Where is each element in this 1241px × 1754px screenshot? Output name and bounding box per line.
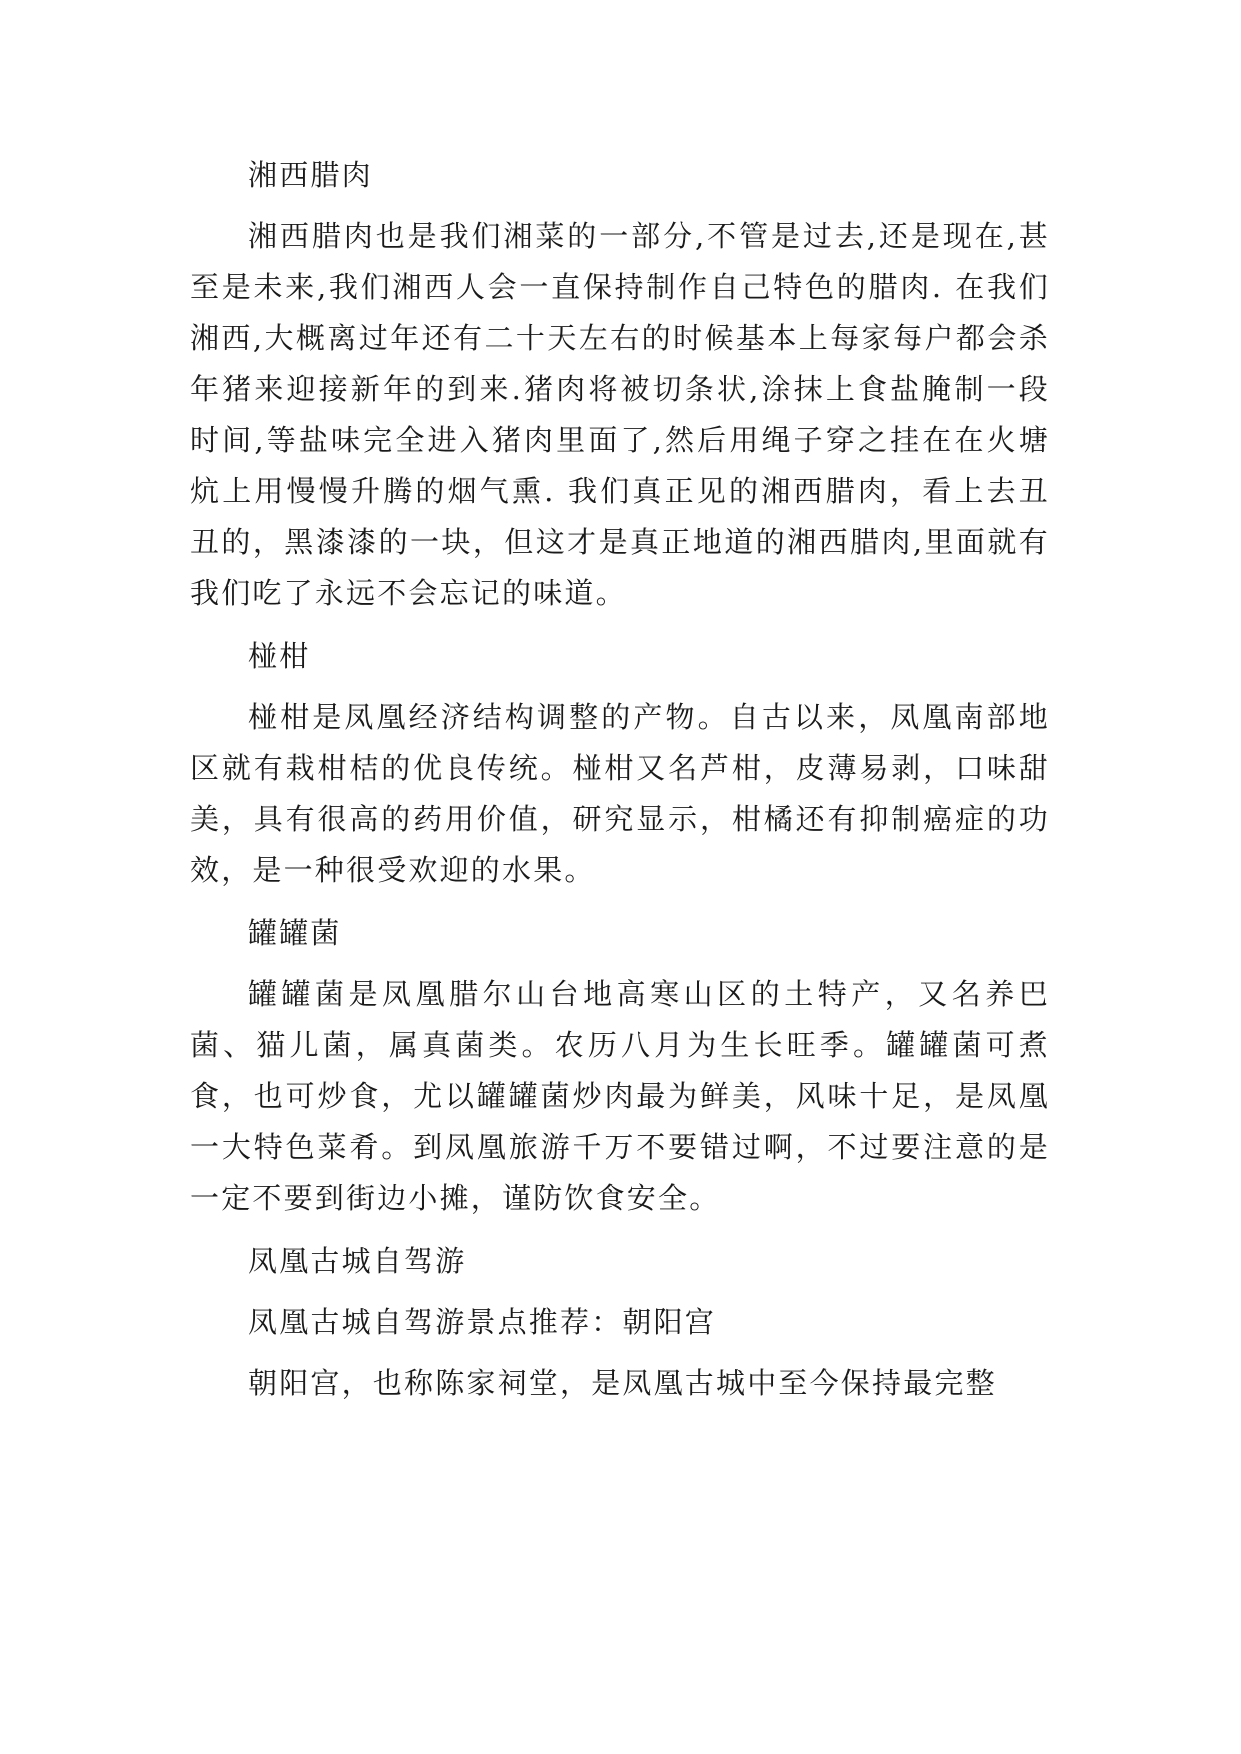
paragraph-ponkan: 椪柑是凤凰经济结构调整的产物。自古以来，凤凰南部地区就有栽柑桔的优良传统。椪柑又名芦柑，皮薄易剥，口味甜美，具有很高的药用价值，研究显示，柑橘还有抑制癌症的功效，是一种很受欢迎的水果。 (190, 700, 1050, 887)
section-heading-cured-meat: 湘西腊肉 (248, 158, 373, 192)
section-heading-self-drive: 凤凰古城自驾游 (248, 1244, 467, 1278)
subheading-chaoyang-palace: 凤凰古城自驾游景点推荐：朝阳宫 (248, 1305, 717, 1339)
paragraph-chaoyang-palace: 朝阳宫，也称陈家祠堂，是凤凰古城中至今保持最完整 (248, 1366, 997, 1400)
paragraph-cured-meat: 湘西腊肉也是我们湘菜的一部分,不管是过去,还是现在,甚至是未来,我们湘西人会一直保持制作自己特色的腊肉. 在我们湘西,大概离过年还有二十天左右的时候基本上每家每户都会杀年猪来迎接新年的到来.猪肉将被切条状,涂抹上食盐腌制一段时间,等盐味完全进入猪肉里面了,然后用绳子穿之挂在在火塘炕上用慢慢升腾的烟气熏. 我们真正见的湘西腊肉，看上去丑丑的，黑漆漆的一块，但这才是真正地道的湘西腊肉,里面就有我们吃了永远不会忘记的味道。 (190, 219, 1050, 610)
section-heading-mushroom: 罐罐菌 (248, 916, 342, 950)
paragraph-mushroom: 罐罐菌是凤凰腊尔山台地高寒山区的土特产，又名养巴菌、猫儿菌，属真菌类。农历八月为生长旺季。罐罐菌可煮食，也可炒食，尤以罐罐菌炒肉最为鲜美，风味十足，是凤凰一大特色菜肴。到凤凰旅游千万不要错过啊，不过要注意的是一定不要到街边小摊，谨防饮食安全。 (190, 977, 1050, 1215)
document-page (190, 150, 1050, 1421)
section-heading-ponkan: 椪柑 (248, 639, 311, 673)
